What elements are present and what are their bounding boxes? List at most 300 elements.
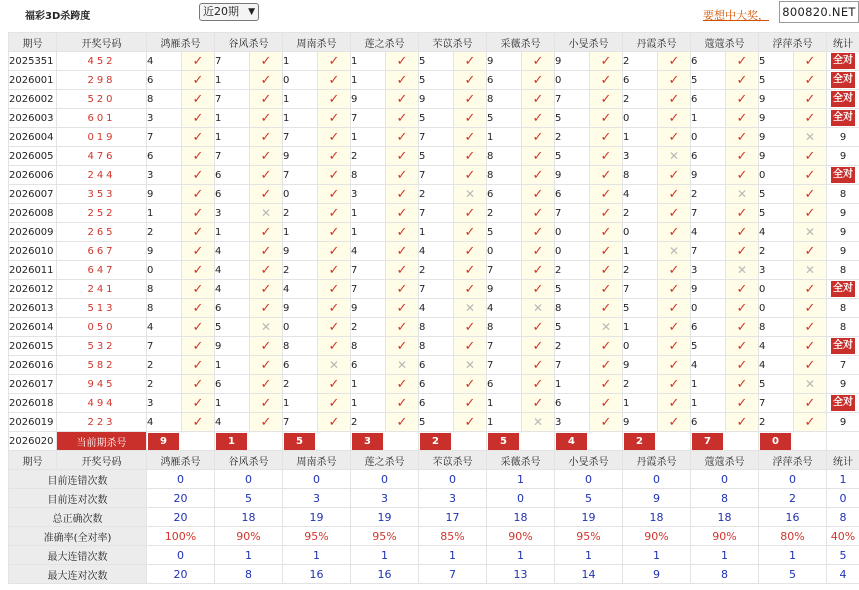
table-row bbox=[9, 413, 859, 432]
summary-value: 20 bbox=[147, 489, 215, 508]
check-icon: ✓ bbox=[260, 224, 272, 240]
check-icon: ✓ bbox=[736, 395, 748, 411]
promo-link[interactable]: 要想中大奖， bbox=[703, 9, 769, 22]
check-icon: ✓ bbox=[668, 319, 680, 335]
kill-number-cell: 5 bbox=[555, 147, 590, 166]
check-icon: ✓ bbox=[396, 395, 408, 411]
summary-value: 0 bbox=[351, 470, 419, 489]
result-mark-cell bbox=[726, 394, 759, 413]
draw-number-cell: 019 bbox=[57, 128, 147, 147]
result-mark-cell bbox=[794, 185, 827, 204]
kill-number-cell: 3 bbox=[147, 166, 182, 185]
kill-number-cell: 4 bbox=[215, 280, 250, 299]
summary-value: 1 bbox=[487, 470, 555, 489]
all-correct-badge: 全对 bbox=[831, 72, 855, 88]
result-mark-cell bbox=[726, 147, 759, 166]
check-icon: ✓ bbox=[464, 414, 476, 430]
check-icon: ✓ bbox=[532, 186, 544, 202]
result-mark-cell bbox=[794, 318, 827, 337]
check-icon: ✓ bbox=[192, 205, 204, 221]
kill-number-cell: 0 bbox=[283, 71, 318, 90]
kill-number-cell: 1 bbox=[215, 394, 250, 413]
check-icon: ✓ bbox=[804, 148, 816, 164]
result-mark-cell bbox=[794, 356, 827, 375]
check-icon: ✓ bbox=[804, 414, 816, 430]
summary-value: 16 bbox=[351, 565, 419, 584]
kill-number-cell: 6 bbox=[283, 356, 318, 375]
result-mark-cell bbox=[522, 128, 555, 147]
cross-icon: ✕ bbox=[668, 148, 680, 163]
draw-number-cell: 601 bbox=[57, 109, 147, 128]
result-mark-cell bbox=[386, 318, 419, 337]
kill-number-cell: 7 bbox=[283, 413, 318, 432]
check-icon: ✓ bbox=[668, 262, 680, 278]
check-icon: ✓ bbox=[464, 224, 476, 240]
summary-value: 5 bbox=[555, 489, 623, 508]
summary-label: 目前连错次数 bbox=[9, 470, 147, 489]
table-row bbox=[9, 280, 859, 299]
kill-number-cell: 1 bbox=[623, 128, 658, 147]
check-icon: ✓ bbox=[804, 167, 816, 183]
period-cell: 2026006 bbox=[9, 166, 57, 185]
check-icon: ✓ bbox=[668, 167, 680, 183]
kill-number-cell: 9 bbox=[555, 166, 590, 185]
result-mark-cell bbox=[182, 52, 215, 71]
result-mark-cell bbox=[386, 128, 419, 147]
result-mark-cell bbox=[318, 166, 351, 185]
check-icon: ✓ bbox=[736, 110, 748, 126]
result-mark-cell bbox=[726, 204, 759, 223]
result-mark-cell bbox=[182, 337, 215, 356]
draw-number-cell: 532 bbox=[57, 337, 147, 356]
check-icon: ✓ bbox=[668, 91, 680, 107]
summary-value: 1 bbox=[691, 546, 759, 565]
kill-number-cell: 7 bbox=[351, 261, 386, 280]
period-cell: 2026011 bbox=[9, 261, 57, 280]
result-mark-cell bbox=[726, 299, 759, 318]
draw-number-cell: 494 bbox=[57, 394, 147, 413]
result-mark-cell bbox=[386, 204, 419, 223]
kill-number-cell: 1 bbox=[691, 394, 726, 413]
check-icon: ✓ bbox=[668, 224, 680, 240]
check-icon: ✓ bbox=[192, 319, 204, 335]
current-kill-number: 4 bbox=[556, 433, 587, 450]
kill-number-cell: 7 bbox=[691, 204, 726, 223]
current-kill-number: 2 bbox=[420, 433, 451, 450]
summary-value: 0 bbox=[215, 470, 283, 489]
kill-number-cell: 1 bbox=[351, 204, 386, 223]
kill-number-cell: 2 bbox=[555, 337, 590, 356]
kill-number-cell: 7 bbox=[215, 90, 250, 109]
summary-value: 0 bbox=[283, 470, 351, 489]
result-mark-cell bbox=[794, 71, 827, 90]
period-cell: 2026002 bbox=[9, 90, 57, 109]
check-icon: ✓ bbox=[260, 53, 272, 69]
summary-value: 95% bbox=[555, 527, 623, 546]
summary-row bbox=[9, 508, 859, 527]
table-row bbox=[9, 52, 859, 71]
result-mark-cell bbox=[454, 413, 487, 432]
result-mark-cell bbox=[590, 90, 623, 109]
check-icon: ✓ bbox=[600, 243, 612, 259]
result-mark-cell bbox=[522, 166, 555, 185]
check-icon: ✓ bbox=[804, 53, 816, 69]
check-icon: ✓ bbox=[532, 205, 544, 221]
kill-number-cell: 5 bbox=[555, 109, 590, 128]
result-mark-cell bbox=[522, 147, 555, 166]
current-kill-cell bbox=[351, 432, 419, 451]
stat-cell bbox=[827, 280, 859, 299]
col-draw-header: 开奖号码 bbox=[57, 451, 147, 470]
kill-number-cell: 0 bbox=[283, 185, 318, 204]
result-mark-cell bbox=[250, 147, 283, 166]
check-icon: ✓ bbox=[328, 110, 340, 126]
check-icon: ✓ bbox=[192, 148, 204, 164]
check-icon: ✓ bbox=[668, 205, 680, 221]
draw-number-cell: 353 bbox=[57, 185, 147, 204]
check-icon: ✓ bbox=[804, 91, 816, 107]
kill-number-cell: 9 bbox=[283, 147, 318, 166]
check-icon: ✓ bbox=[464, 148, 476, 164]
draw-number-cell: 476 bbox=[57, 147, 147, 166]
kill-number-cell: 2 bbox=[555, 128, 590, 147]
summary-row bbox=[9, 470, 859, 489]
summary-value: 0 bbox=[623, 470, 691, 489]
kill-number-cell: 7 bbox=[555, 204, 590, 223]
check-icon: ✓ bbox=[464, 338, 476, 354]
kill-number-cell: 8 bbox=[487, 166, 522, 185]
result-mark-cell bbox=[658, 52, 691, 71]
summary-value: 8 bbox=[691, 489, 759, 508]
draw-number-cell: 298 bbox=[57, 71, 147, 90]
check-icon: ✓ bbox=[804, 319, 816, 335]
summary-value: 90% bbox=[691, 527, 759, 546]
check-icon: ✓ bbox=[396, 300, 408, 316]
kill-number-cell: 7 bbox=[215, 52, 250, 71]
kill-number-cell: 3 bbox=[215, 204, 250, 223]
result-mark-cell bbox=[726, 337, 759, 356]
cross-icon: ✕ bbox=[328, 357, 340, 372]
kill-number-cell: 9 bbox=[691, 280, 726, 299]
check-icon: ✓ bbox=[192, 53, 204, 69]
kill-number-cell: 1 bbox=[691, 375, 726, 394]
check-icon: ✓ bbox=[668, 186, 680, 202]
summary-value: 16 bbox=[283, 565, 351, 584]
check-icon: ✓ bbox=[532, 243, 544, 259]
col-period-header: 期号 bbox=[9, 451, 57, 470]
result-mark-cell bbox=[590, 52, 623, 71]
kill-number-cell: 7 bbox=[623, 280, 658, 299]
kill-number-cell: 6 bbox=[623, 71, 658, 90]
result-mark-cell bbox=[454, 242, 487, 261]
kill-number-cell: 0 bbox=[691, 128, 726, 147]
check-icon: ✓ bbox=[736, 72, 748, 88]
kill-number-cell: 8 bbox=[555, 299, 590, 318]
check-icon: ✓ bbox=[600, 167, 612, 183]
kill-number-cell: 4 bbox=[419, 299, 454, 318]
kill-number-cell: 1 bbox=[215, 109, 250, 128]
result-mark-cell bbox=[726, 128, 759, 147]
summary-value: 85% bbox=[419, 527, 487, 546]
result-mark-cell bbox=[454, 185, 487, 204]
kill-number-cell: 3 bbox=[759, 261, 794, 280]
current-kill-cell bbox=[283, 432, 351, 451]
result-mark-cell bbox=[182, 375, 215, 394]
kill-number-cell: 8 bbox=[147, 299, 182, 318]
cross-icon: ✕ bbox=[804, 376, 816, 391]
result-mark-cell bbox=[522, 318, 555, 337]
check-icon: ✓ bbox=[804, 243, 816, 259]
table-row bbox=[9, 147, 859, 166]
kill-number-cell: 3 bbox=[147, 394, 182, 413]
cross-icon: ✕ bbox=[464, 300, 476, 315]
kill-number-cell: 7 bbox=[283, 166, 318, 185]
result-mark-cell bbox=[590, 413, 623, 432]
result-mark-cell bbox=[726, 109, 759, 128]
result-mark-cell bbox=[590, 337, 623, 356]
summary-row bbox=[9, 546, 859, 565]
table-row bbox=[9, 337, 859, 356]
result-mark-cell bbox=[250, 52, 283, 71]
kill-number-cell: 4 bbox=[215, 261, 250, 280]
kill-number-cell: 7 bbox=[487, 337, 522, 356]
draw-number-cell: 244 bbox=[57, 166, 147, 185]
table-row bbox=[9, 261, 859, 280]
result-mark-cell bbox=[658, 204, 691, 223]
check-icon: ✓ bbox=[396, 148, 408, 164]
result-mark-cell bbox=[182, 318, 215, 337]
kill-number-cell: 2 bbox=[283, 375, 318, 394]
check-icon: ✓ bbox=[464, 129, 476, 145]
kill-number-cell: 2 bbox=[623, 261, 658, 280]
kill-number-cell: 6 bbox=[487, 375, 522, 394]
result-mark-cell bbox=[318, 204, 351, 223]
check-icon: ✓ bbox=[600, 300, 612, 316]
kill-number-cell: 5 bbox=[487, 109, 522, 128]
period-cell: 2026004 bbox=[9, 128, 57, 147]
kill-number-cell: 1 bbox=[351, 394, 386, 413]
result-mark-cell bbox=[658, 299, 691, 318]
result-mark-cell bbox=[318, 280, 351, 299]
result-mark-cell bbox=[794, 223, 827, 242]
result-mark-cell bbox=[590, 394, 623, 413]
result-mark-cell bbox=[590, 280, 623, 299]
kill-number-cell: 0 bbox=[691, 299, 726, 318]
kill-number-cell: 6 bbox=[487, 185, 522, 204]
kill-number-cell: 9 bbox=[759, 109, 794, 128]
kill-number-cell: 0 bbox=[283, 318, 318, 337]
check-icon: ✓ bbox=[328, 167, 340, 183]
table-row bbox=[9, 109, 859, 128]
check-icon: ✓ bbox=[260, 72, 272, 88]
check-icon: ✓ bbox=[192, 110, 204, 126]
result-mark-cell bbox=[386, 261, 419, 280]
result-mark-cell bbox=[522, 394, 555, 413]
check-icon: ✓ bbox=[192, 167, 204, 183]
result-mark-cell bbox=[794, 109, 827, 128]
check-icon: ✓ bbox=[192, 300, 204, 316]
summary-value: 16 bbox=[759, 508, 827, 527]
kill-number-cell: 7 bbox=[147, 128, 182, 147]
result-mark-cell bbox=[658, 223, 691, 242]
check-icon: ✓ bbox=[328, 319, 340, 335]
check-icon: ✓ bbox=[532, 224, 544, 240]
period-cell: 2026014 bbox=[9, 318, 57, 337]
kill-number-cell: 5 bbox=[419, 109, 454, 128]
table-row bbox=[9, 204, 859, 223]
check-icon: ✓ bbox=[328, 72, 340, 88]
result-mark-cell bbox=[182, 185, 215, 204]
result-mark-cell bbox=[726, 375, 759, 394]
summary-value: 1 bbox=[351, 546, 419, 565]
cross-icon: ✕ bbox=[464, 357, 476, 372]
kill-number-cell: 8 bbox=[147, 90, 182, 109]
summary-value: 20 bbox=[147, 565, 215, 584]
kill-number-cell: 1 bbox=[419, 223, 454, 242]
result-mark-cell bbox=[522, 261, 555, 280]
kill-number-cell: 8 bbox=[283, 337, 318, 356]
kill-number-cell: 8 bbox=[759, 318, 794, 337]
check-icon: ✓ bbox=[464, 243, 476, 259]
result-mark-cell bbox=[726, 52, 759, 71]
col-kill-header: 谷风杀号 bbox=[215, 33, 283, 52]
kill-number-cell: 6 bbox=[691, 52, 726, 71]
kill-number-cell: 9 bbox=[759, 90, 794, 109]
result-mark-cell bbox=[794, 299, 827, 318]
check-icon: ✓ bbox=[396, 72, 408, 88]
result-mark-cell bbox=[658, 356, 691, 375]
summary-value: 19 bbox=[555, 508, 623, 527]
period-select[interactable] bbox=[199, 3, 259, 21]
summary-label: 准确率(全对率) bbox=[9, 527, 147, 546]
kill-number-cell: 7 bbox=[215, 147, 250, 166]
summary-stat-value: 1 bbox=[827, 470, 859, 489]
kill-number-cell: 6 bbox=[215, 299, 250, 318]
check-icon: ✓ bbox=[464, 167, 476, 183]
summary-value: 0 bbox=[759, 470, 827, 489]
check-icon: ✓ bbox=[532, 319, 544, 335]
kill-number-cell: 0 bbox=[555, 71, 590, 90]
check-icon: ✓ bbox=[600, 91, 612, 107]
kill-number-cell: 2 bbox=[351, 147, 386, 166]
kill-number-cell: 1 bbox=[351, 223, 386, 242]
kill-number-cell: 1 bbox=[215, 128, 250, 147]
result-mark-cell bbox=[590, 318, 623, 337]
kill-number-cell: 5 bbox=[759, 375, 794, 394]
result-mark-cell bbox=[318, 90, 351, 109]
result-mark-cell bbox=[318, 299, 351, 318]
kill-number-cell: 7 bbox=[351, 280, 386, 299]
check-icon: ✓ bbox=[736, 224, 748, 240]
cross-icon: ✕ bbox=[532, 300, 544, 315]
kill-number-cell: 6 bbox=[351, 356, 386, 375]
kill-number-cell: 2 bbox=[147, 375, 182, 394]
check-icon: ✓ bbox=[464, 281, 476, 297]
summary-value: 0 bbox=[147, 470, 215, 489]
current-kill-number: 7 bbox=[692, 433, 723, 450]
col-kill-header: 采薇杀号 bbox=[487, 33, 555, 52]
check-icon: ✓ bbox=[260, 281, 272, 297]
current-kill-label: 当前期杀号 bbox=[57, 432, 147, 451]
result-mark-cell bbox=[318, 337, 351, 356]
result-mark-cell bbox=[454, 90, 487, 109]
check-icon: ✓ bbox=[396, 91, 408, 107]
check-icon: ✓ bbox=[668, 281, 680, 297]
kill-number-cell: 4 bbox=[283, 280, 318, 299]
col-draw-header: 开奖号码 bbox=[57, 33, 147, 52]
kill-number-cell: 4 bbox=[691, 223, 726, 242]
kill-number-cell: 7 bbox=[691, 242, 726, 261]
check-icon: ✓ bbox=[600, 129, 612, 145]
result-mark-cell bbox=[658, 261, 691, 280]
cross-icon: ✕ bbox=[260, 319, 272, 334]
summary-row bbox=[9, 565, 859, 584]
result-mark-cell bbox=[522, 204, 555, 223]
table-row bbox=[9, 394, 859, 413]
kill-number-cell: 7 bbox=[759, 394, 794, 413]
col-kill-header: 鸿雁杀号 bbox=[147, 33, 215, 52]
result-mark-cell bbox=[182, 90, 215, 109]
result-mark-cell bbox=[182, 356, 215, 375]
kill-number-cell: 9 bbox=[487, 52, 522, 71]
kill-number-cell: 0 bbox=[487, 242, 522, 261]
check-icon: ✓ bbox=[396, 224, 408, 240]
kill-number-cell: 9 bbox=[487, 280, 522, 299]
table-row bbox=[9, 128, 859, 147]
kill-number-cell: 9 bbox=[623, 413, 658, 432]
check-icon: ✓ bbox=[396, 376, 408, 392]
result-mark-cell bbox=[522, 413, 555, 432]
current-kill-number: 1 bbox=[216, 433, 247, 450]
result-mark-cell bbox=[454, 356, 487, 375]
col-period-header: 期号 bbox=[9, 33, 57, 52]
result-mark-cell bbox=[318, 413, 351, 432]
check-icon: ✓ bbox=[600, 376, 612, 392]
check-icon: ✓ bbox=[668, 72, 680, 88]
result-mark-cell bbox=[250, 356, 283, 375]
period-cell: 2026019 bbox=[9, 413, 57, 432]
summary-value: 9 bbox=[623, 565, 691, 584]
kill-number-cell: 2 bbox=[351, 318, 386, 337]
check-icon: ✓ bbox=[192, 262, 204, 278]
stat-cell: 9 bbox=[827, 128, 859, 147]
cross-icon: ✕ bbox=[464, 186, 476, 201]
kill-number-cell: 8 bbox=[351, 166, 386, 185]
col-kill-header: 采薇杀号 bbox=[487, 451, 555, 470]
result-mark-cell bbox=[454, 375, 487, 394]
check-icon: ✓ bbox=[396, 319, 408, 335]
result-mark-cell bbox=[794, 280, 827, 299]
current-period-row bbox=[9, 432, 859, 451]
kill-number-cell: 7 bbox=[283, 128, 318, 147]
kill-number-cell: 0 bbox=[623, 337, 658, 356]
cross-icon: ✕ bbox=[260, 205, 272, 220]
period-cell: 2026017 bbox=[9, 375, 57, 394]
kill-number-cell: 2 bbox=[351, 413, 386, 432]
kill-number-cell: 9 bbox=[283, 242, 318, 261]
kill-number-cell: 2 bbox=[623, 52, 658, 71]
check-icon: ✓ bbox=[328, 205, 340, 221]
kill-number-cell: 6 bbox=[147, 71, 182, 90]
check-icon: ✓ bbox=[396, 167, 408, 183]
result-mark-cell bbox=[318, 356, 351, 375]
result-mark-cell bbox=[522, 185, 555, 204]
check-icon: ✓ bbox=[736, 129, 748, 145]
result-mark-cell bbox=[386, 413, 419, 432]
result-mark-cell bbox=[658, 413, 691, 432]
result-mark-cell bbox=[590, 166, 623, 185]
table-row bbox=[9, 242, 859, 261]
